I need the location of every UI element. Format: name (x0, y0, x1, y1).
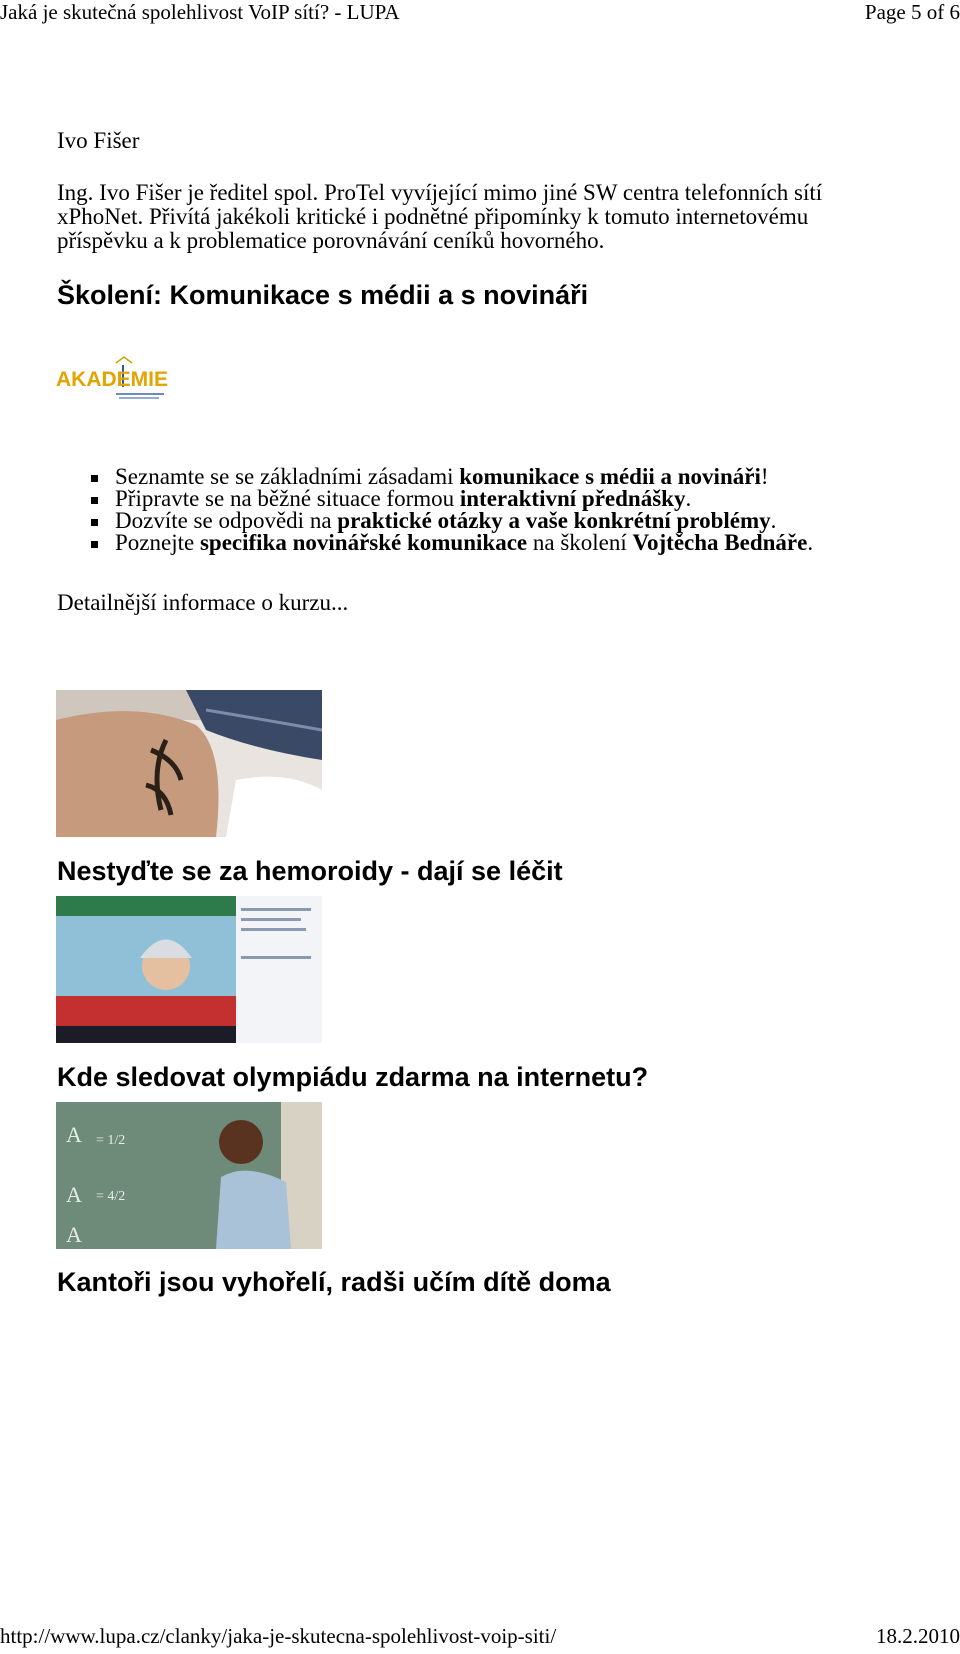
promo-title: Školení: Komunikace s médii a s novináři (57, 280, 589, 310)
promo-bullet-list (88, 466, 813, 554)
akademie-logo[interactable] (56, 355, 176, 405)
author-bio-line: příspěvku a k problematice porovnávání ceníků hovorného. (57, 228, 605, 253)
article-link[interactable]: Kde sledovat olympiádu zdarma na internetu? (57, 1062, 649, 1092)
list-item: Poznejte specifika novinářské komunikace na školení Vojtěcha Bednáře. (88, 532, 813, 554)
print-date: 18.2.2010 (876, 1624, 960, 1648)
article-title[interactable] (57, 1062, 648, 1093)
author-bio-line: xPhoNet. Přivítá jakékoli kritické i podnětné připomínky k tomuto internetovému (57, 204, 809, 229)
article-title[interactable] (57, 856, 563, 887)
article-thumbnail[interactable] (56, 690, 322, 837)
list-item: Připravte se na běžné situace formou interaktivní přednášky. (88, 488, 813, 510)
list-item: Seznamte se se základními zásadami komunikace s médii a novináři! (88, 466, 813, 488)
course-details-link[interactable]: Detailnější informace o kurzu... (57, 590, 349, 615)
article-link[interactable]: Kantoři jsou vyhořelí, radši učím dítě doma (57, 1267, 611, 1297)
page-header-title: Jaká je skutečná spolehlivost VoIP sítí? - LUPA (0, 0, 400, 24)
list-item: Dozvíte se odpovědi na praktické otázky a vaše konkrétní problémy. (88, 510, 813, 532)
page-url: http://www.lupa.cz/clanky/jaka-je-skutecna-spolehlivost-voip-siti/ (0, 1624, 557, 1648)
page-number: Page 5 of 6 (864, 0, 960, 24)
article-link[interactable]: Nestyďte se za hemoroidy - dají se léčit (57, 856, 563, 886)
svg-text:= 4/2: = 4/2 (96, 1189, 126, 1204)
author-bio-line: Ing. Ivo Fišer je ředitel spol. ProTel vyvíjející mimo jiné SW centra telefonních sítí (57, 180, 823, 205)
svg-text:A: A (66, 1222, 82, 1247)
author-bio (57, 181, 927, 253)
svg-text:A: A (66, 1182, 82, 1207)
svg-text:= 1/2: = 1/2 (96, 1133, 126, 1148)
article-thumbnail[interactable] (56, 1102, 322, 1249)
article-title[interactable] (57, 1267, 611, 1298)
author-name: Ivo Fišer (57, 128, 140, 153)
article-thumbnail[interactable] (56, 896, 322, 1043)
svg-text:AKADEMIE: AKADEMIE (56, 368, 169, 391)
svg-text:A: A (66, 1122, 82, 1147)
